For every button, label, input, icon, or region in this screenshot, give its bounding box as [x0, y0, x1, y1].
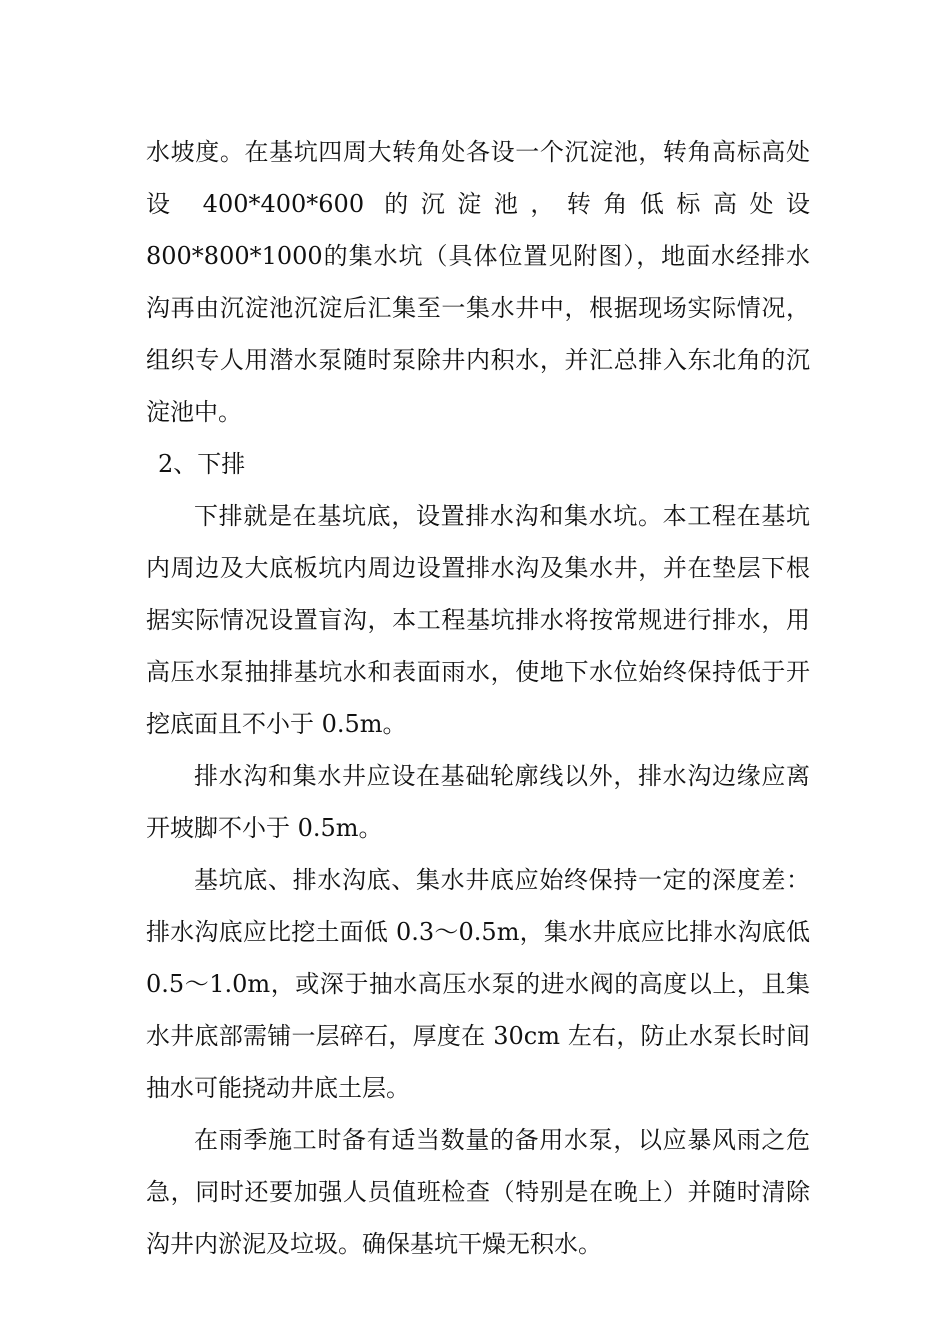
paragraph-ditch-location: 排水沟和集水井应设在基础轮廓线以外，排水沟边缘应离开坡脚不小于 0.5m。	[146, 762, 810, 842]
section-heading-lower-drainage: 2、下排	[158, 450, 246, 478]
paragraph-depth-difference: 基坑底、排水沟底、集水井底应始终保持一定的深度差：排水沟底应比挖土面低 0.3～0.5m，集水井底应比排水沟底低 0.5～1.0m，或深于抽水高压水泵的进水阀的高度以上，且集水井底部需铺一层碎石，厚度在 30cm 左右，防止水泵长时间抽水可能挠动井底土层。	[146, 866, 810, 1102]
paragraph-rainy-season: 在雨季施工时备有适当数量的备用水泵，以应暴风雨之危急，同时还要加强人员值班检查（特别是在晚上）并随时清除沟井内淤泥及垃圾。确保基坑干燥无积水。	[146, 1126, 810, 1258]
paragraph-lower-drainage: 下排就是在基坑底，设置排水沟和集水坑。本工程在基坑内周边及大底板坑内周边设置排水沟及集水井，并在垫层下根据实际情况设置盲沟，本工程基坑排水将按常规进行排水，用高压水泵抽排基坑水和表面雨水，使地下水位始终保持低于开挖底面且不小于 0.5m。	[146, 502, 810, 738]
document-body	[146, 126, 810, 1270]
paragraph-continued-drainage: 水坡度。在基坑四周大转角处各设一个沉淀池，转角高标高处设 400*400*600 的沉淀池，转角低标高处设800*800*1000的集水坑（具体位置见附图），地面水经排水沟再由沉淀池沉淀后汇集至一集水井中，根据现场实际情况，组织专人用潜水泵随时泵除井内积水，并汇总排入东北角的沉淀池中。	[146, 138, 810, 426]
